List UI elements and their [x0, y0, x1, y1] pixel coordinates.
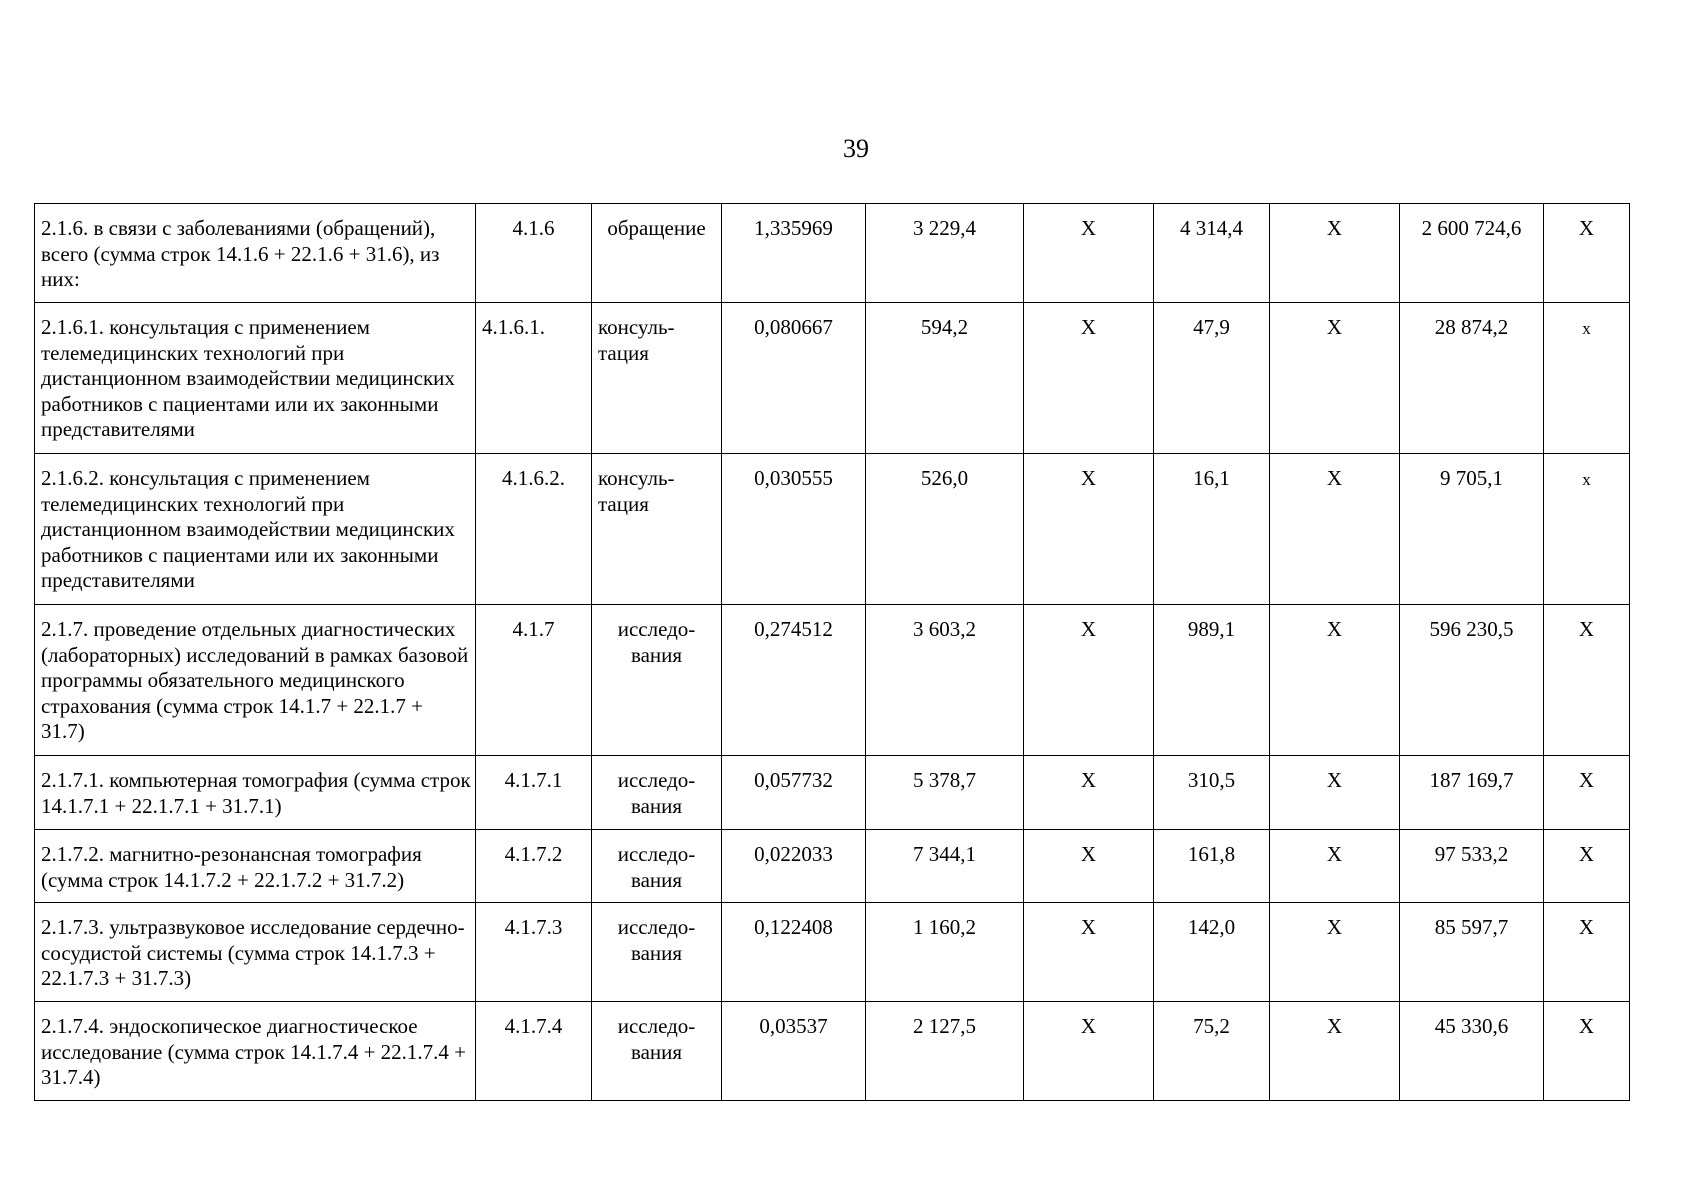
unit-text: исследо- вания [617, 1014, 696, 1064]
row-code: 4.1.7.3 [476, 903, 592, 1002]
unit-text: консуль- тация [598, 315, 675, 365]
row-unit [592, 454, 722, 605]
cell-value: 596 230,5 [1400, 605, 1544, 756]
cell-value: 0,03537 [722, 1002, 866, 1101]
row-name: 2.1.7.1. компьютерная томография (сумма строк 14.1.7.1 + 22.1.7.1 + 31.7.1) [35, 756, 476, 830]
table-row [35, 756, 1630, 830]
row-code: 4.1.7.2 [476, 830, 592, 903]
cell-value: 47,9 [1154, 303, 1270, 454]
cell-value: 989,1 [1154, 605, 1270, 756]
data-table [34, 203, 1630, 1101]
page-number: 39 [843, 134, 869, 163]
cell-value: 0,057732 [722, 756, 866, 830]
row-unit [592, 903, 722, 1002]
cell-value: 161,8 [1154, 830, 1270, 903]
row-code: 4.1.7.1 [476, 756, 592, 830]
cell-value: 4 314,4 [1154, 204, 1270, 303]
cell-value: 9 705,1 [1400, 454, 1544, 605]
row-unit: обращение [592, 204, 722, 303]
row-code: 4.1.6.1. [476, 303, 592, 454]
table-row [35, 454, 1630, 605]
table-row [35, 830, 1630, 903]
cell-value: Х [1544, 1002, 1630, 1101]
cell-value: 2 127,5 [866, 1002, 1024, 1101]
row-unit [592, 830, 722, 903]
cell-value: 0,080667 [722, 303, 866, 454]
cell-value: 28 874,2 [1400, 303, 1544, 454]
table-row [35, 204, 1630, 303]
row-unit [592, 303, 722, 454]
cell-value: Х [1024, 1002, 1154, 1101]
cell-value: Х [1024, 204, 1154, 303]
row-code: 4.1.6.2. [476, 454, 592, 605]
row-name: 2.1.6.2. консультация с применением телемедицинских технологий при дистанционном взаимодействии медицинских работников с пациентами или их законными представителями [35, 454, 476, 605]
row-code: 4.1.6 [476, 204, 592, 303]
cell-value: Х [1024, 454, 1154, 605]
cell-value: 75,2 [1154, 1002, 1270, 1101]
cell-value: 1,335969 [722, 204, 866, 303]
cell-x: х [1582, 319, 1591, 338]
cell-value: 1 160,2 [866, 903, 1024, 1002]
cell-value: 0,274512 [722, 605, 866, 756]
cell-value: Х [1270, 204, 1400, 303]
cell-value: 3 603,2 [866, 605, 1024, 756]
cell-value: 2 600 724,6 [1400, 204, 1544, 303]
row-name: 2.1.6. в связи с заболеваниями (обращений), всего (сумма строк 14.1.6 + 22.1.6 + 31.6), из них: [35, 204, 476, 303]
table-row [35, 903, 1630, 1002]
cell-x: х [1582, 470, 1591, 489]
cell-value: 526,0 [866, 454, 1024, 605]
cell-value: 45 330,6 [1400, 1002, 1544, 1101]
row-name: 2.1.7.3. ультразвуковое исследование сердечно-сосудистой системы (сумма строк 14.1.7.3 + 22.1.7.3 + 31.7.3) [35, 903, 476, 1002]
row-unit [592, 1002, 722, 1101]
row-name: 2.1.6.1. консультация с применением телемедицинских технологий при дистанционном взаимодействии медицинских работников с пациентами или их законными представителями [35, 303, 476, 454]
cell-value: Х [1024, 605, 1154, 756]
cell-value [1544, 454, 1630, 605]
unit-text: исследо- вания [617, 617, 696, 667]
cell-value: 142,0 [1154, 903, 1270, 1002]
cell-value: Х [1544, 903, 1630, 1002]
cell-value: Х [1270, 605, 1400, 756]
unit-text: исследо- вания [617, 768, 696, 818]
cell-value: 7 344,1 [866, 830, 1024, 903]
row-code: 4.1.7 [476, 605, 592, 756]
unit-text: консуль- тация [598, 466, 675, 516]
cell-value: Х [1024, 830, 1154, 903]
row-name: 2.1.7.2. магнитно-резонансная томография (сумма строк 14.1.7.2 + 22.1.7.2 + 31.7.2) [35, 830, 476, 903]
cell-value: 187 169,7 [1400, 756, 1544, 830]
cell-value: 0,122408 [722, 903, 866, 1002]
unit-text: исследо- вания [617, 842, 696, 892]
row-unit [592, 605, 722, 756]
table-row [35, 605, 1630, 756]
cell-value: Х [1270, 1002, 1400, 1101]
cell-value: 16,1 [1154, 454, 1270, 605]
cell-value: Х [1270, 454, 1400, 605]
cell-value: Х [1544, 756, 1630, 830]
table-row [35, 303, 1630, 454]
cell-value: Х [1024, 303, 1154, 454]
cell-value: Х [1024, 903, 1154, 1002]
row-unit [592, 756, 722, 830]
cell-value: 85 597,7 [1400, 903, 1544, 1002]
cell-value: 3 229,4 [866, 204, 1024, 303]
cell-value: 5 378,7 [866, 756, 1024, 830]
unit-text: исследо- вания [617, 915, 696, 965]
cell-value: Х [1544, 605, 1630, 756]
cell-value: 0,030555 [722, 454, 866, 605]
cell-value: Х [1544, 204, 1630, 303]
table-row [35, 1002, 1630, 1101]
row-name: 2.1.7. проведение отдельных диагностических (лабораторных) исследований в рамках базовой программы обязательного медицинского страхования (сумма строк 14.1.7 + 22.1.7 + 31.7) [35, 605, 476, 756]
cell-value: Х [1270, 830, 1400, 903]
cell-value: Х [1544, 830, 1630, 903]
row-name: 2.1.7.4. эндоскопическое диагностическое исследование (сумма строк 14.1.7.4 + 22.1.7.4 + 31.7.4) [35, 1002, 476, 1101]
cell-value: 310,5 [1154, 756, 1270, 830]
row-code: 4.1.7.4 [476, 1002, 592, 1101]
cell-value: 0,022033 [722, 830, 866, 903]
cell-value: Х [1270, 303, 1400, 454]
cell-value: 594,2 [866, 303, 1024, 454]
cell-value: Х [1024, 756, 1154, 830]
cell-value: Х [1270, 756, 1400, 830]
cell-value: 97 533,2 [1400, 830, 1544, 903]
cell-value [1544, 303, 1630, 454]
cell-value: Х [1270, 903, 1400, 1002]
